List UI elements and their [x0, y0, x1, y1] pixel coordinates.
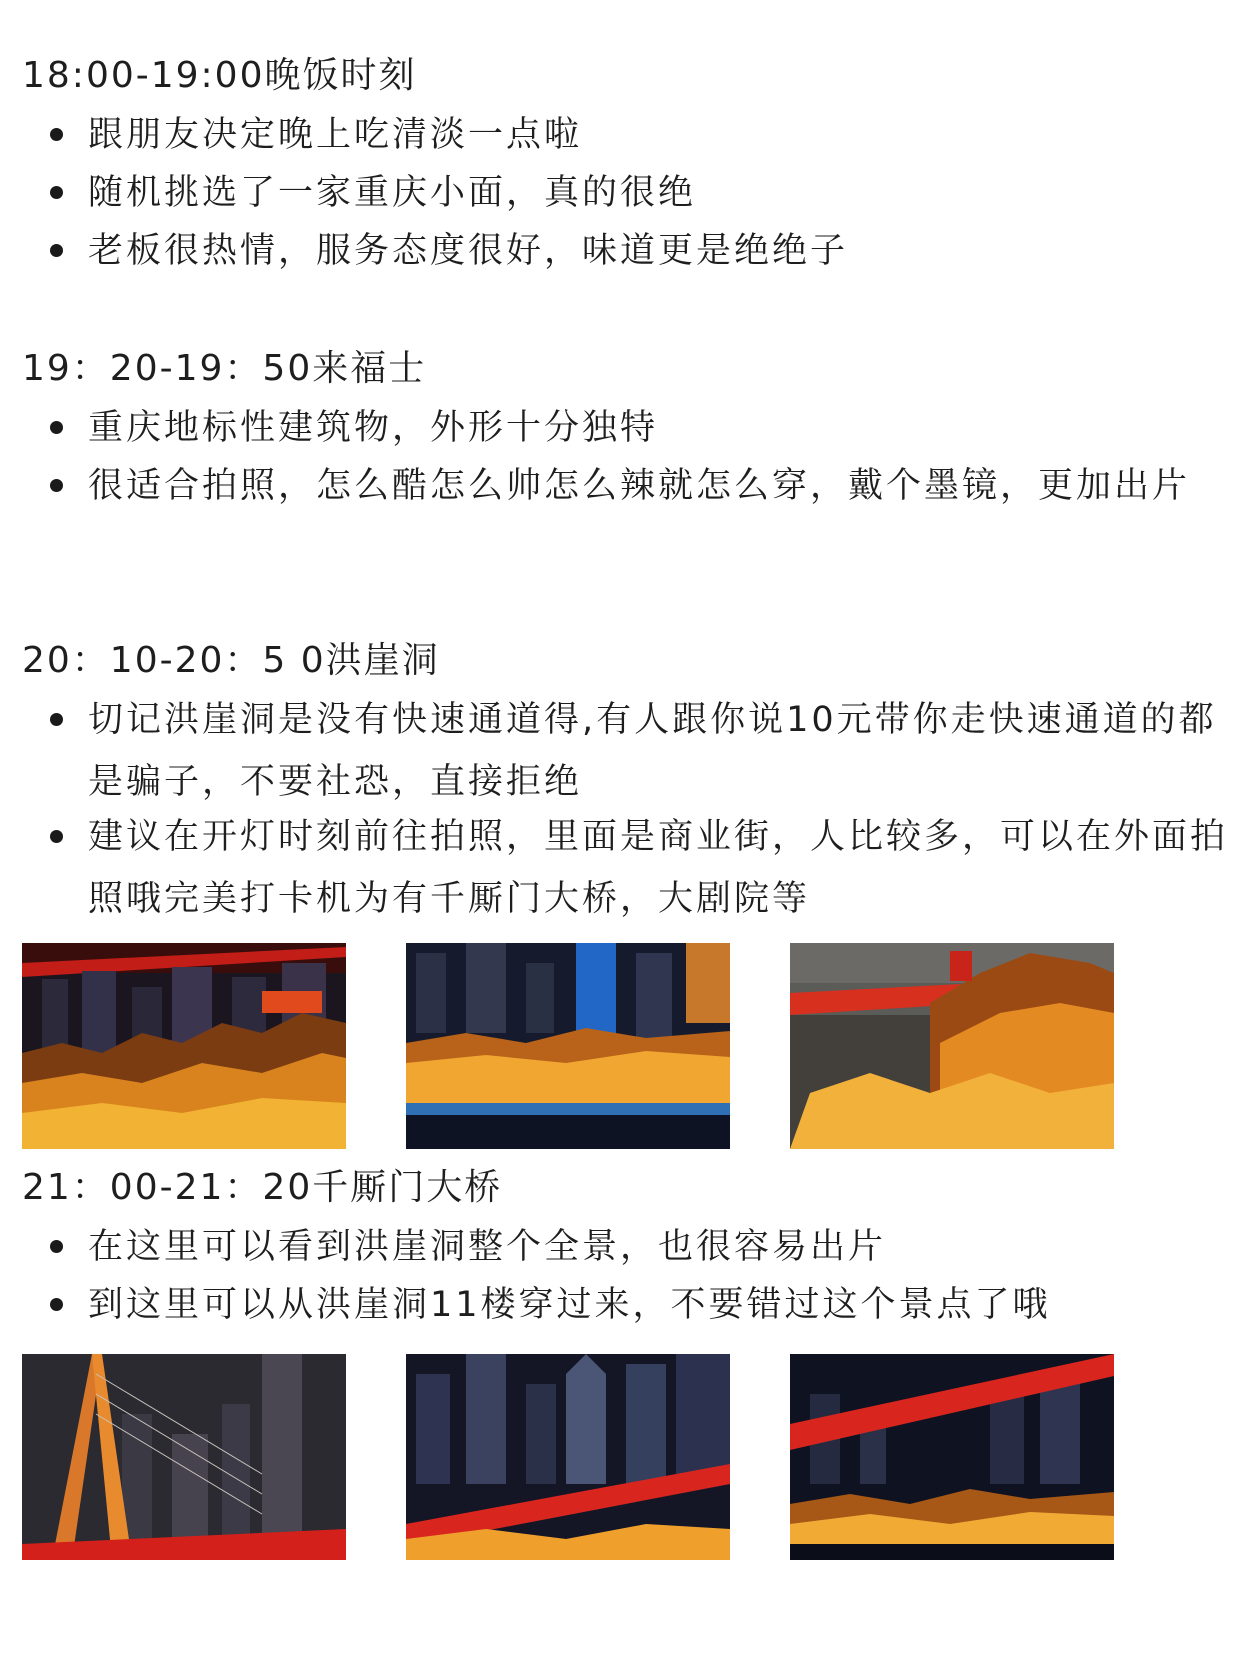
list-item: 随机挑选了一家重庆小面，真的很绝: [50, 162, 1230, 224]
list-item: 跟朋友决定晚上吃清淡一点啦: [50, 104, 1230, 166]
hongyadong-bridge-photo: [790, 943, 1114, 1149]
list-item: 老板很热情，服务态度很好，味道更是绝绝子: [50, 220, 1230, 282]
bullet-dot-icon: [50, 830, 63, 843]
list-item: 在这里可以看到洪崖洞整个全景，也很容易出片: [50, 1216, 1230, 1278]
list-item: 建议在开灯时刻前往拍照，里面是商业街，人比较多，可以在外面拍照哦完美打卡机为有千厮门大桥，大剧院等: [50, 806, 1230, 930]
hongyadong-riverside-photo: [406, 943, 730, 1149]
bullet-dot-icon: [50, 128, 63, 141]
bullet-dot-icon: [50, 1298, 63, 1311]
qiansimen-bridge-hongyadong-photo: [790, 1354, 1114, 1560]
section-heading-dinner: 18:00-19:00晚饭时刻: [22, 55, 417, 96]
section-heading-qiansimen-bridge: 21：00-21：20千厮门大桥: [22, 1167, 503, 1208]
bullet-dot-icon: [50, 713, 63, 726]
list-item: 很适合拍照，怎么酷怎么帅怎么辣就怎么穿，戴个墨镜，更加出片: [50, 455, 1230, 517]
list-item: 切记洪崖洞是没有快速通道得,有人跟你说10元带你走快速通道的都是骗子，不要社恐，直接拒绝: [50, 689, 1230, 813]
section-heading-hongyadong: 20：10-20：5 0洪崖洞: [22, 640, 440, 681]
bullet-dot-icon: [50, 186, 63, 199]
bullet-dot-icon: [50, 479, 63, 492]
hongyadong-night-photo: [22, 943, 346, 1149]
qiansimen-bridge-pylon-photo: [22, 1354, 346, 1560]
section-heading-raffles: 19：20-19：50来福士: [22, 348, 427, 389]
qiansimen-bridge-skyline-photo: [406, 1354, 730, 1560]
bullet-dot-icon: [50, 244, 63, 257]
list-item: 到这里可以从洪崖洞11楼穿过来，不要错过这个景点了哦: [50, 1274, 1230, 1336]
list-item: 重庆地标性建筑物，外形十分独特: [50, 397, 1230, 459]
bullet-dot-icon: [50, 421, 63, 434]
bullet-dot-icon: [50, 1240, 63, 1253]
